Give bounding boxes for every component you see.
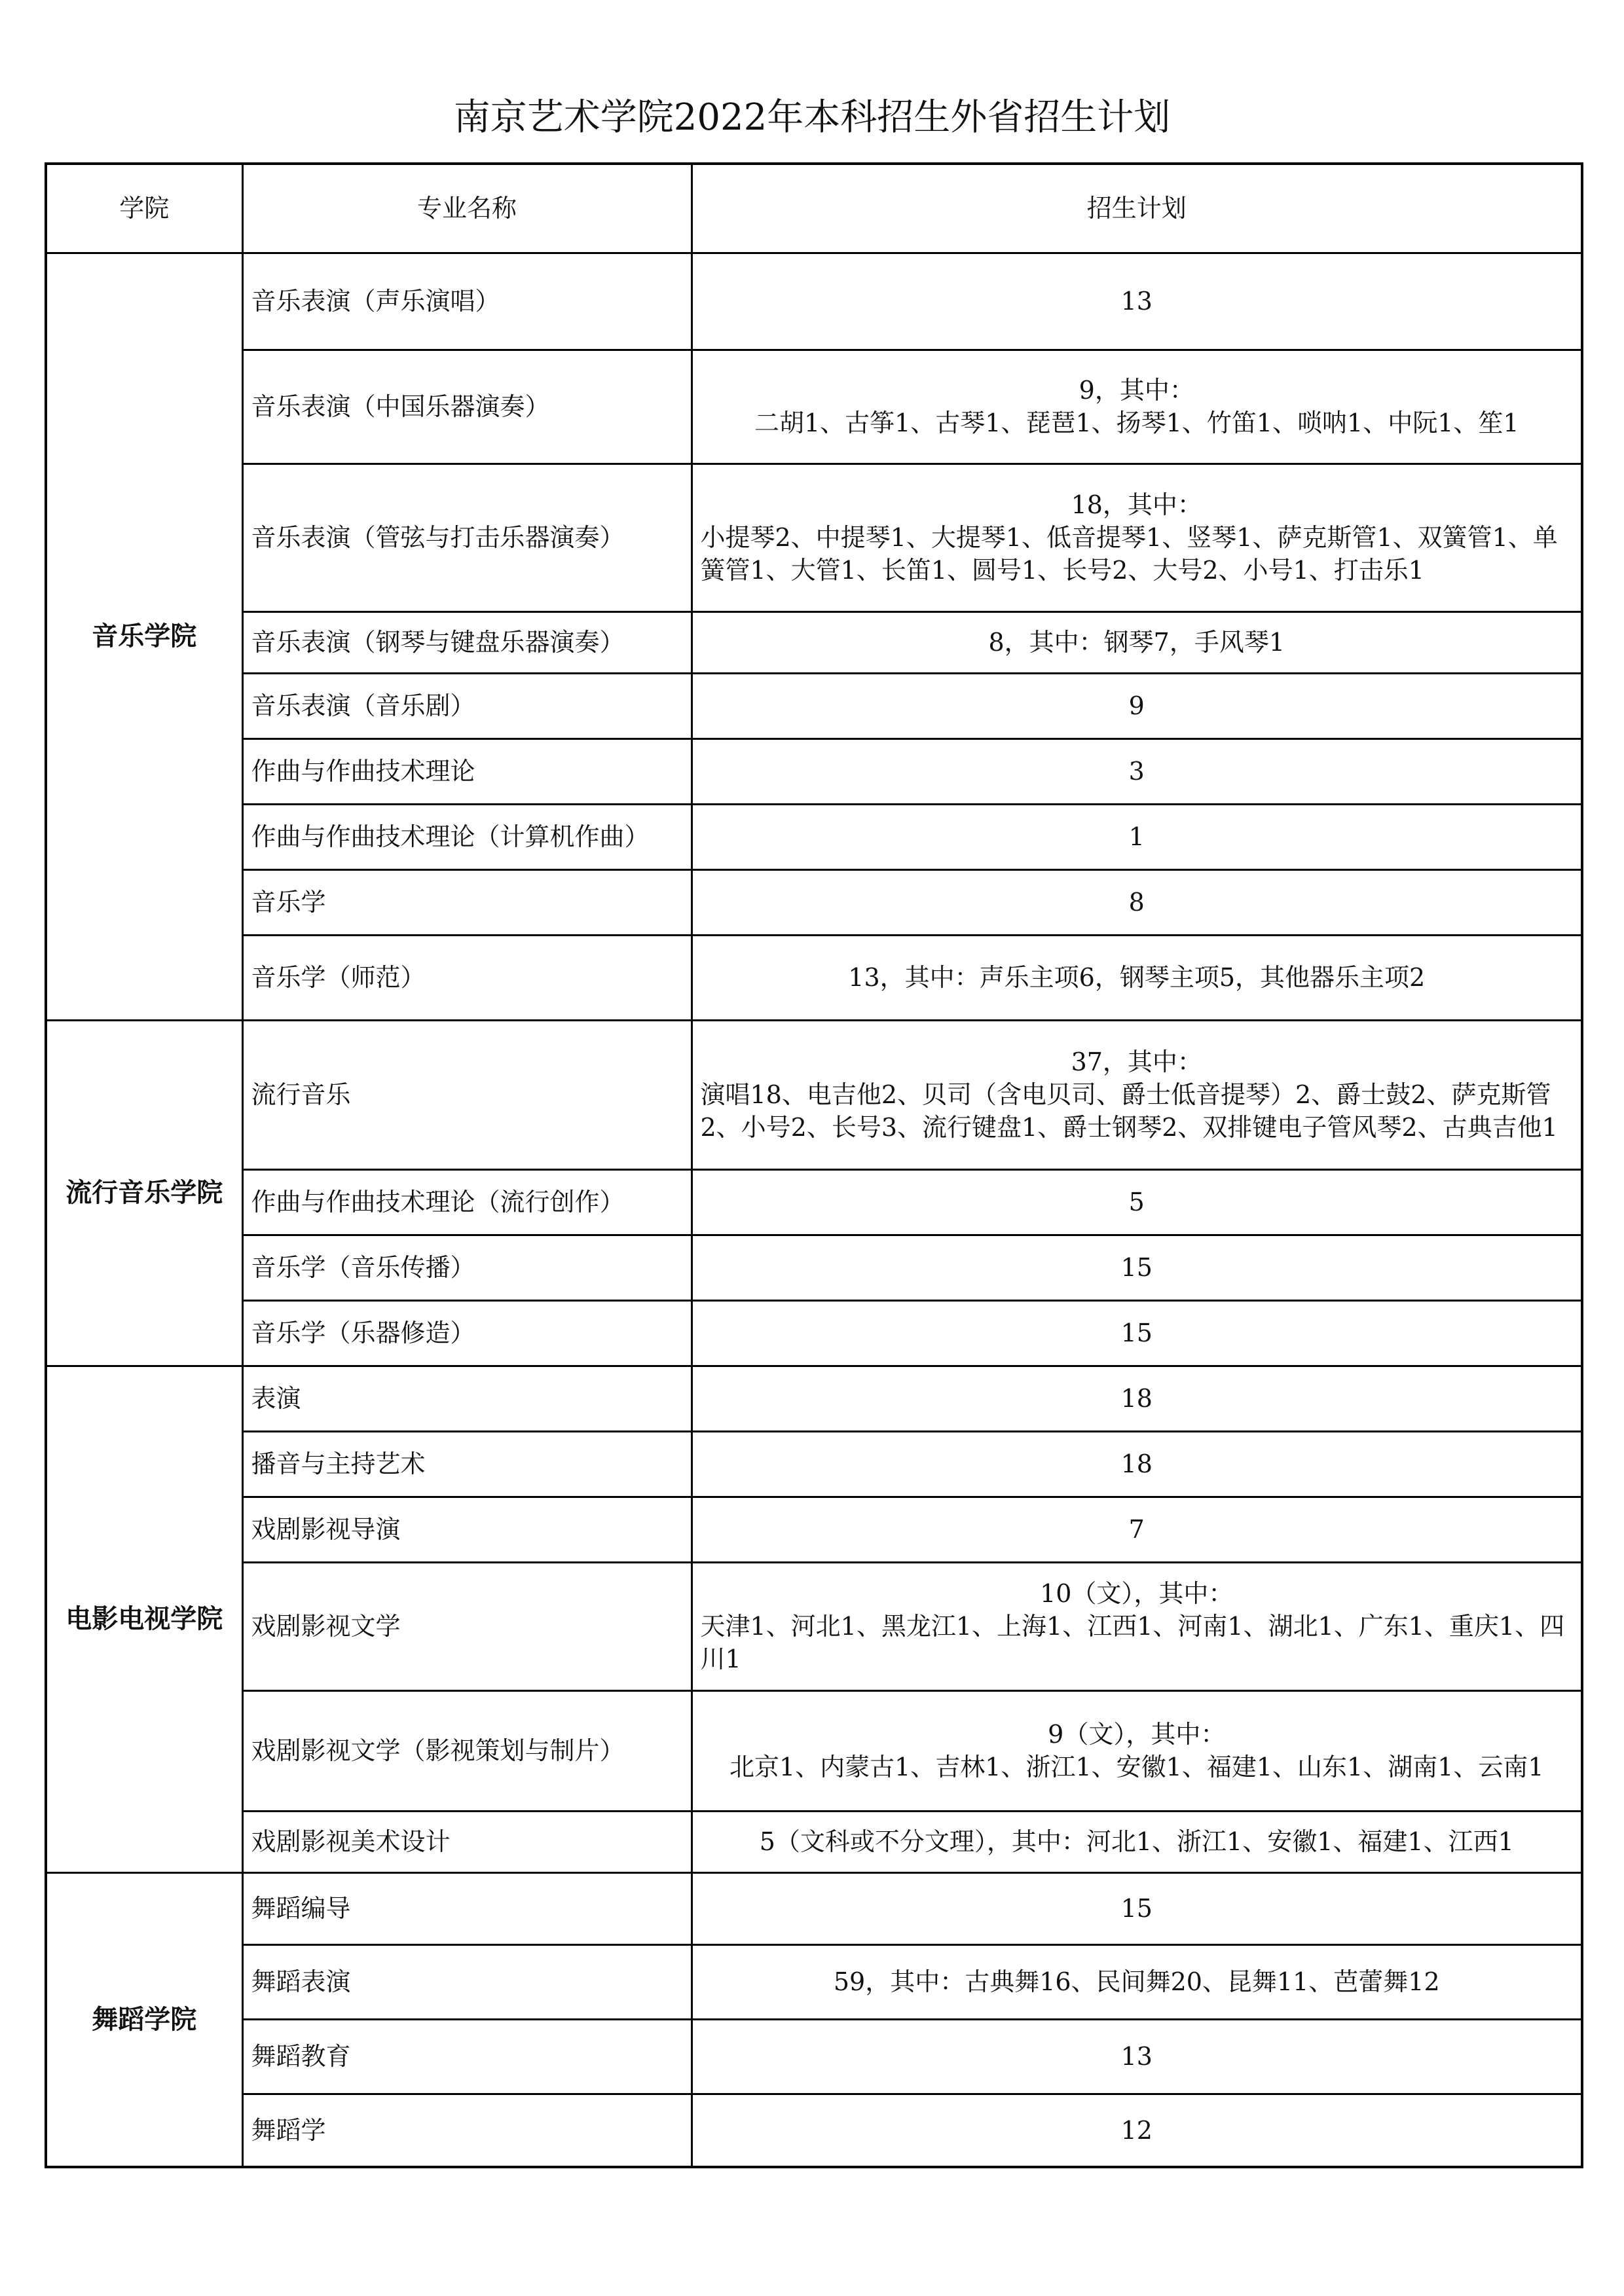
plan-value: 13	[692, 253, 1582, 350]
table-row	[46, 1811, 1582, 1872]
plan-value: 18	[692, 1431, 1582, 1497]
plan-value: 8，其中：钢琴7，手风琴1	[692, 611, 1582, 673]
plan-value	[692, 1562, 1582, 1690]
major-name: 作曲与作曲技术理论	[242, 738, 692, 804]
table-row	[46, 1690, 1582, 1811]
table-row	[46, 253, 1582, 350]
major-name: 音乐学（乐器修造）	[242, 1300, 692, 1366]
plan-value	[692, 464, 1582, 611]
plan-value: 8	[692, 869, 1582, 935]
major-name: 作曲与作曲技术理论（计算机作曲）	[242, 804, 692, 869]
table-row	[46, 1497, 1582, 1562]
major-name: 音乐表演（声乐演唱）	[242, 253, 692, 350]
table-row	[46, 1872, 1582, 1944]
table-header-row	[46, 164, 1582, 253]
table-row	[46, 673, 1582, 738]
major-name: 音乐学（音乐传播）	[242, 1235, 692, 1300]
header-major: 专业名称	[242, 164, 692, 253]
major-name: 流行音乐	[242, 1020, 692, 1169]
plan-value	[692, 350, 1582, 464]
table-row	[46, 1944, 1582, 2019]
admission-plan-table	[45, 162, 1583, 2168]
major-name: 戏剧影视导演	[242, 1497, 692, 1562]
table-row	[46, 464, 1582, 611]
table-row	[46, 611, 1582, 673]
plan-value	[692, 1020, 1582, 1169]
table-row	[46, 935, 1582, 1020]
major-name: 舞蹈编导	[242, 1872, 692, 1944]
plan-value: 5（文科或不分文理），其中：河北1、浙江1、安徽1、福建1、江西1	[692, 1811, 1582, 1872]
plan-detail: 天津1、河北1、黑龙江1、上海1、江西1、河南1、湖北1、广东1、重庆1、四川1	[700, 1612, 1565, 1673]
major-name: 作曲与作曲技术理论（流行创作）	[242, 1169, 692, 1235]
table-row	[46, 1562, 1582, 1690]
plan-detail: 北京1、内蒙古1、吉林1、浙江1、安徽1、福建1、山东1、湖南1、云南1	[729, 1753, 1544, 1781]
major-name: 音乐学	[242, 869, 692, 935]
table-row	[46, 738, 1582, 804]
major-name: 音乐表演（管弦与打击乐器演奏）	[242, 464, 692, 611]
table-row	[46, 2094, 1582, 2167]
major-name: 音乐表演（钢琴与键盘乐器演奏）	[242, 611, 692, 673]
college-dance: 舞蹈学院	[46, 1872, 242, 2167]
major-name: 音乐表演（音乐剧）	[242, 673, 692, 738]
plan-value: 9	[692, 673, 1582, 738]
major-name: 表演	[242, 1366, 692, 1431]
major-name: 舞蹈教育	[242, 2019, 692, 2094]
plan-value: 15	[692, 1235, 1582, 1300]
plan-value: 12	[692, 2094, 1582, 2167]
college-pop-music: 流行音乐学院	[46, 1020, 242, 1366]
plan-detail: 二胡1、古筝1、古琴1、琵琶1、扬琴1、竹笛1、唢呐1、中阮1、笙1	[754, 409, 1519, 437]
table-row	[46, 350, 1582, 464]
college-film-tv: 电影电视学院	[46, 1366, 242, 1872]
plan-head: 18，其中：	[1071, 490, 1202, 519]
college-music: 音乐学院	[46, 253, 242, 1020]
plan-value: 5	[692, 1169, 1582, 1235]
plan-detail: 演唱18、电吉他2、贝司（含电贝司、爵士低音提琴）2、爵士鼓2、萨克斯管2、小号2、长号3、流行键盘1、爵士钢琴2、双排键电子管风琴2、古典吉他1	[700, 1080, 1558, 1142]
table-row	[46, 1300, 1582, 1366]
header-plan: 招生计划	[692, 164, 1582, 253]
table-row	[46, 804, 1582, 869]
plan-value: 18	[692, 1366, 1582, 1431]
plan-value: 15	[692, 1872, 1582, 1944]
major-name: 音乐表演（中国乐器演奏）	[242, 350, 692, 464]
table-row	[46, 1020, 1582, 1169]
major-name: 舞蹈表演	[242, 1944, 692, 2019]
table-row	[46, 1169, 1582, 1235]
table-row	[46, 869, 1582, 935]
plan-head: 9（文），其中：	[1048, 1720, 1226, 1749]
major-name: 播音与主持艺术	[242, 1431, 692, 1497]
plan-head: 9，其中：	[1079, 376, 1194, 405]
plan-value: 15	[692, 1300, 1582, 1366]
plan-detail: 小提琴2、中提琴1、大提琴1、低音提琴1、竖琴1、萨克斯管1、双簧管1、单簧管1、大管1、长笛1、圆号1、长号2、大号2、小号1、打击乐1	[700, 523, 1558, 585]
major-name: 戏剧影视文学（影视策划与制片）	[242, 1690, 692, 1811]
table-row	[46, 2019, 1582, 2094]
major-name: 舞蹈学	[242, 2094, 692, 2167]
major-name: 音乐学（师范）	[242, 935, 692, 1020]
plan-head: 10（文），其中：	[1040, 1579, 1234, 1608]
header-college: 学院	[46, 164, 242, 253]
plan-value: 1	[692, 804, 1582, 869]
table-row	[46, 1431, 1582, 1497]
plan-head: 37，其中：	[1071, 1048, 1202, 1076]
plan-value	[692, 1690, 1582, 1811]
plan-value: 3	[692, 738, 1582, 804]
major-name: 戏剧影视文学	[242, 1562, 692, 1690]
page-title: 南京艺术学院2022年本科招生外省招生计划	[453, 96, 1171, 139]
plan-value: 59，其中：古典舞16、民间舞20、昆舞11、芭蕾舞12	[692, 1944, 1582, 2019]
table-row	[46, 1366, 1582, 1431]
table-row	[46, 1235, 1582, 1300]
plan-value: 13	[692, 2019, 1582, 2094]
major-name: 戏剧影视美术设计	[242, 1811, 692, 1872]
plan-value: 13，其中：声乐主项6，钢琴主项5，其他器乐主项2	[692, 935, 1582, 1020]
plan-value: 7	[692, 1497, 1582, 1562]
